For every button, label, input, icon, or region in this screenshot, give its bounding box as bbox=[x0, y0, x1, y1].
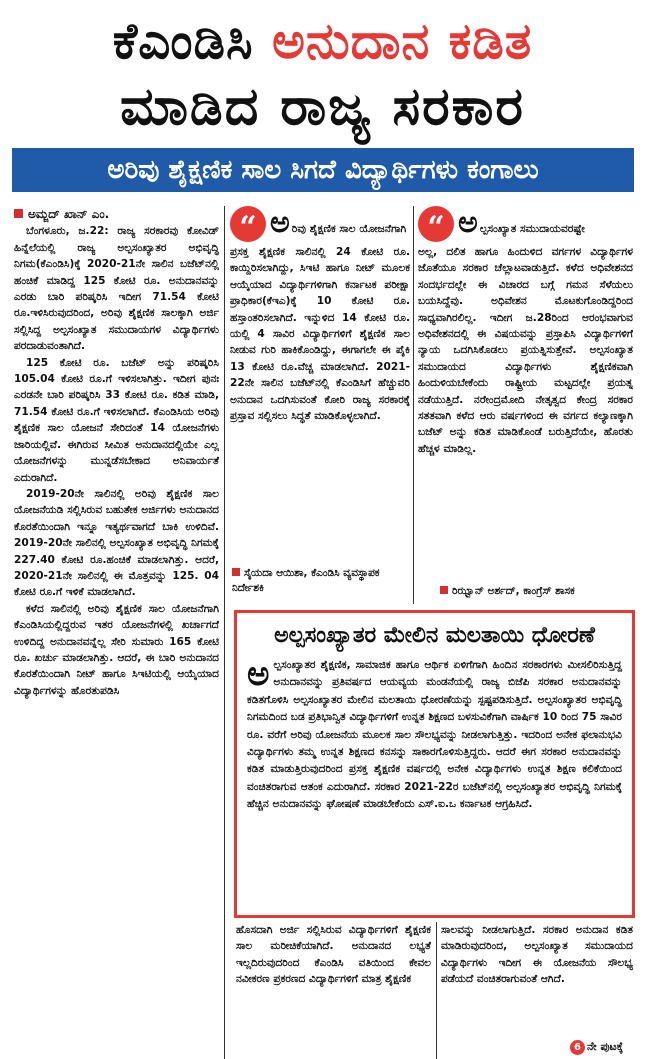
quote-block-1 bbox=[230, 206, 410, 604]
headline-line-2: ಮಾಡಿದ ರಾಜ್ಯ ಸರಕಾರ bbox=[120, 77, 525, 137]
article-column-5: ಸಾಲವನ್ನು ನೀಡಲಾಗುತ್ತಿದೆ. ಸರಕಾರ ಅನುದಾನ ಕಡಿತ ಮಾಡಿರುವುದರಿಂದ, ಅಲ್ಪಸಂಖ್ಯಾತ ಸಮುದಾಯದ ವಿದ್ಯಾರ್ಥಿಗಳು ಇದೀಗ ಈ ಯೋಜನೆಯ ಸೌಲಭ್ಯ ಪಡೆಯದೆ ವಂಚಿತರಾಗುವಂತೆ ಆಗಿದೆ. bbox=[441, 924, 633, 986]
quote-mark-icon: “ bbox=[418, 206, 454, 242]
quote-dropcap: ಅ bbox=[270, 206, 290, 240]
headline-black-text: ಕೆಎಂಡಿಸಿ bbox=[112, 12, 272, 70]
page-continue-text: ನೇ ಪುಟಕ್ಕೆ bbox=[587, 1040, 624, 1053]
page-number-badge: 6 bbox=[570, 1040, 585, 1055]
paragraph: 125 ಕೋಟಿ ರೂ. ಬಜೆಟ್ ಅನ್ನು ಪರಿಷ್ಕರಿಸಿ 105.04 ಕೋಟಿ ರೂ.ಗೆ ಇಳಿಸಲಾಗಿತ್ತು. ಇದೀಗ ಪುನಃ ಎರಡನೇ ಬಾರಿ ಪರಿಷ್ಕರಿಸಿ 33 ಕೋಟಿ ರೂ. ಕಡಿತ ಮಾಡಿ, 71.54 ಕೋಟಿ ರೂ.ಗೆ ಇಳಿಸಲಾಗಿದೆ. ಕೆಎಂಡಿಸಿಯ ಅರಿವು ಶೈಕ್ಷಣಿಕ ಸಾಲ ಯೋಜನೆ ಸೇರಿದಂತೆ 14 ಯೋಜನೆಗಳು ಜಾರಿಯಲ್ಲಿವೆ. ಈಗಿರುವ ಸೀಮಿತ ಅನುದಾನದಲ್ಲಿಯೇ ಎಲ್ಲ ಯೋಜನೆಗಳನ್ನು ಮುನ್ನಡೆಸಬೇಕಾದ ಅನಿವಾರ್ಯತೆ ಎದುರಾಗಿದೆ. bbox=[14, 356, 219, 484]
headline-line-1 bbox=[0, 8, 645, 74]
box-body-text: ಲ್ಪಸಂಖ್ಯಾತರ ಶೈಕ್ಷಣಿಕ, ಸಾಮಾಜಿಕ ಹಾಗೂ ಆರ್ಥಿಕ ಏಳಿಗೆಗಾಗಿ ಹಿಂದಿನ ಸರಕಾರಗಳು ಮೀಸಲಿರಿಸುತ್ತಿದ್ದ ಅನುದಾನವನ್ನು ಪ್ರತಿವರ್ಷದ ಆಯವ್ಯಯ ಮಂಡನೆಯಲ್ಲಿ ರಾಜ್ಯ ಬಿಜೆಪಿ ಸರಕಾರ ಅನುದಾನವನ್ನು ಕಡಿತಗೊಳಿಸಿ ಅಲ್ಪಸಂಖ್ಯಾತರ ಮೇಲಿನ ಮಲತಾಯಿ ಧೋರಣೆಯನ್ನು ಸ್ಪಷ್ಟಪಡಿಸುತ್ತಿದೆ. ಅಲ್ಪಸಂಖ್ಯಾತರ ಅಭಿವೃದ್ಧಿ ನಿಗಮದಿಂದ ಬಡ ಪ್ರತಿಭಾನ್ವಿತ ವಿದ್ಯಾರ್ಥಿಗಳಿಗೆ ಉನ್ನತ ಶಿಕ್ಷಣದ ಬಳಸುವಿಕೆಗಾಗಿ ವಾರ್ಷಿಕ 10 ರಿಂದ 75 ಸಾವಿರ ರೂ. ವರೆಗೆ ಅರಿವು ಯೋಜನೆಯ ಮೂಲಕ ಸಾಲ ಸೌಲಭ್ಯವನ್ನು ನೀಡಲಾಗುತ್ತಿತ್ತು. ಇದರಿಂದ ಅನೇಕ ಫಲಾನುಭವಿ ವಿದ್ಯಾರ್ಥಿಗಳು ತಮ್ಮ ಉನ್ನತ ಶಿಕ್ಷಣದ ಕನಸನ್ನು ಸಾಕಾರಗೊಳಿಸುತ್ತಿದ್ದರು. ಆದರೆ ಈಗ ಸರಕಾರ ಅನುದಾನವನ್ನು ಕಡಿತ ಮಾಡುತ್ತಿರುವುದರಿಂದ ಪ್ರಸಕ್ತ ಶೈಕ್ಷಣಿಕ ವರ್ಷದಲ್ಲಿ ಅನೇಕ ವಿದ್ಯಾರ್ಥಿಗಳು ಉನ್ನತ ಶಿಕ್ಷಣ ಕಲಿಕೆಯಿಂದ ವಂಚಿತರಾಗುವ ಆತಂಕ ಎದುರಾಗಿದೆ. ಸರಕಾರ 2021-22ರ ಬಜೆಟ್‌ನಲ್ಲಿ ಅಲ್ಪಸಂಖ್ಯಾತರ ಅಭಿವೃದ್ಧಿ ನಿಗಮಕ್ಕೆ ಹೆಚ್ಚಿನ ಅನುದಾನವನ್ನು ಘೋಷಣೆ ಮಾಡಬೇಕೆಂದು ಎಸ್.ಐ.ಒ ಕರ್ನಾಟಕ ಆಗ್ರಹಿಸಿದೆ. bbox=[247, 659, 622, 811]
byline-square-icon bbox=[14, 209, 23, 218]
attribution-text: ಸೈಯದಾ ಆಯಿಶಾ, ಕೆಎಂಡಿಸಿ ವ್ಯವಸ್ಥಾಪಕ ನಿರ್ದೇಶಕಿ bbox=[232, 567, 380, 594]
byline-text: ಅಮ್ಜದ್ ಖಾನ್ ಎಂ. bbox=[28, 207, 110, 221]
article-column-1 bbox=[14, 206, 219, 1059]
attribution-text: ರಿಝ್ವಾನ್ ಅರ್ಶದ್, ಕಾಂಗ್ರೆಸ್ ಶಾಸಕ bbox=[452, 585, 575, 597]
headline-red-text: ಅನುದಾನ ಕಡಿತ bbox=[271, 12, 533, 70]
column-divider bbox=[413, 206, 414, 604]
column-divider bbox=[224, 206, 225, 1059]
attribution-square-icon bbox=[440, 586, 448, 594]
quote-head bbox=[418, 206, 633, 245]
quote-lead-text: ರಿವು ಶೈಕ್ಷಣಿಕ ಸಾಲ ಯೋಜನೆಗಾಗಿ bbox=[291, 223, 407, 235]
quote-lead bbox=[458, 206, 585, 238]
quote-lead-text: ಲ್ಪಸಂಖ್ಯಾತ ಸಮುದಾಯವರಷ್ಟೇ bbox=[479, 223, 585, 235]
quote-attribution-1 bbox=[232, 566, 410, 596]
headline bbox=[0, 0, 645, 142]
column-divider bbox=[436, 922, 437, 1059]
quote-attribution-2 bbox=[440, 584, 635, 599]
subheadline-bar: ಅರಿವು ಶೈಕ್ಷಣಿಕ ಸಾಲ ಸಿಗದೆ ವಿದ್ಯಾರ್ಥಿಗಳು ಕಂಗಾಲು bbox=[12, 148, 634, 192]
box-body bbox=[247, 654, 622, 814]
boxed-story bbox=[234, 610, 635, 918]
paragraph: ಬೆಂಗಳೂರು, ಜ.22: ರಾಜ್ಯ ಸರಕಾರವು ಕೋವಿಡ್ ಹಿನ್ನೆಲೆಯಲ್ಲಿ ರಾಜ್ಯ ಅಲ್ಪಸಂಖ್ಯಾತರ ಅಭಿವೃದ್ಧಿ ನಿಗಮ(ಕೆಎಂಡಿಸಿ)ಕ್ಕೆ 2020-21ನೇ ಸಾಲಿನ ಬಜೆಟ್‌ನಲ್ಲಿ ಹಂಚಿಕೆ ಮಾಡಿದ್ದ 125 ಕೋಟಿ ರೂ. ಅನುದಾನವನ್ನು ಎರಡು ಬಾರಿ ಪರಿಷ್ಕರಿಸಿ ಇದೀಗ 71.54 ಕೋಟಿ ರೂ.ಇಳಿಸಿರುವುದರಿಂದ, ಅರಿವು ಶೈಕ್ಷಣಿಕ ಸಾಲಕ್ಕಾಗಿ ಅರ್ಜಿ ಸಲ್ಲಿಸಿದ್ದ ಅಲ್ಪಸಂಖ್ಯಾತ ಸಮುದಾಯಗಳ ವಿದ್ಯಾರ್ಥಿಗಳು ಪರದಾಡುವಂತಾಗಿದೆ. bbox=[14, 225, 219, 353]
quote-lead bbox=[270, 206, 406, 238]
quote-head bbox=[230, 206, 410, 245]
quote-block-2 bbox=[418, 206, 633, 604]
article-column-4: ಹೊಸದಾಗಿ ಅರ್ಜಿ ಸಲ್ಲಿಸಿರುವ ವಿದ್ಯಾರ್ಥಿಗಳಿಗೆ ಶೈಕ್ಷಣಿಕ ಸಾಲ ಮರೀಚಿಕೆಯಾಗಿದೆ. ಅನುದಾನದ ಲಭ್ಯತೆ ಇಲ್ಲದಿರುವುದರಿಂದ ಕೆಎಂಡಿಸಿ ವತಿಯಿಂದ ಕೇವಲ ನವೀಕರಣ ಪ್ರಕರಣದ ವಿದ್ಯಾರ್ಥಿಗಳಿಗೆ ಮಾತ್ರ ಶೈಕ್ಷಣಿಕ bbox=[236, 924, 431, 986]
quote-body: ಪ್ರಸಕ್ತ ಶೈಕ್ಷಣಿಕ ಸಾಲಿನಲ್ಲಿ 24 ಕೋಟಿ ರೂ. ಕಾಯ್ದಿರಿಸಲಾಗಿದ್ದು, ಸಿಇಟಿ ಹಾಗೂ ನೀಟ್ ಮೂಲಕ ಆಯ್ಕೆಯಾದ ವಿದ್ಯಾರ್ಥಿಗಳಿಗಾಗಿ ಕರ್ನಾಟಕ ಪರೀಕ್ಷಾ ಪ್ರಾಧಿಕಾರ(ಕೆಇಎ)ಕ್ಕೆ 10 ಕೋಟಿ ರೂ. ಹಸ್ತಾಂತರಿಸಲಾಗಿದೆ. ಇನ್ನುಳಿದ 14 ಕೋಟಿ ರೂ. ಯಲ್ಲಿ 4 ಸಾವಿರ ವಿದ್ಯಾರ್ಥಿಗಳಿಗೆ ಶೈಕ್ಷಣಿಕ ಸಾಲ ನೀಡುವ ಗುರಿ ಹಾಕಿಕೊಂಡಿದ್ದು, ಈಗಾಗಲೇ ಈ ಪೈಕಿ 13 ಕೋಟಿ ರೂ.ವೆಚ್ಚ ಮಾಡಲಾಗಿದೆ. 2021-22ನೇ ಸಾಲಿನ ಬಜೆಟ್‌ನಲ್ಲಿ ಕೆಎಂಡಿಸಿಗೆ ಹೆಚ್ಚುವರಿ ಅನುದಾನ ಒದಗಿಸುವಂತೆ ಕೋರಿ ರಾಜ್ಯ ಸರಕಾರಕ್ಕೆ ಪ್ರಸ್ತಾವ ಸಲ್ಲಿಸಲು ಸಿದ್ಧತೆ ಮಾಡಿಕೊಳ್ಳಲಾಗಿದೆ. bbox=[230, 246, 410, 423]
byline bbox=[14, 206, 219, 222]
box-dropcap: ಅ bbox=[247, 654, 270, 694]
paragraph: 2019-20ನೇ ಸಾಲಿನಲ್ಲಿ ಅರಿವು ಶೈಕ್ಷಣಿಕ ಸಾಲ ಯೋಜನೆಯಡಿ ಸಲ್ಲಿಸಿರುವ ಬಹುತೇಕ ಅರ್ಜಿಗಳು ಅನುದಾನದ ಕೊರತೆಯಿಂದಾಗಿ ಇನ್ನೂ ಇತ್ಯರ್ಥವಾಗದೆ ಬಾಕಿ ಉಳಿದಿವೆ. 2019-20ನೇ ಸಾಲಿನಲ್ಲಿ ಅಲ್ಪಸಂಖ್ಯಾತ ಅಭಿವೃದ್ಧಿ ನಿಗಮಕ್ಕೆ 227.40 ಕೋಟಿ ರೂ.ಹಂಚಿಕೆ ಮಾಡಲಾಗಿತ್ತು. ಆದರೆ, 2020-21ನೇ ಸಾಲಿನಲ್ಲಿ ಈ ಮೊತ್ತವನ್ನು 125. 04 ಕೋಟಿ ರೂ.ಗೆ ಇಳಿಕೆ ಮಾಡಲಾಗಿದೆ. bbox=[14, 487, 219, 599]
page-continue bbox=[570, 1040, 623, 1055]
attribution-square-icon bbox=[232, 568, 240, 576]
quote-body: ಅಲ್ಲ, ದಲಿತ ಹಾಗೂ ಹಿಂದುಳಿದ ವರ್ಗಗಳ ವಿದ್ಯಾರ್ಥಿಗಳ ಜೊತೆಯೂ ಸರಕಾರ ಚೆಲ್ಲಾಟವಾಡುತ್ತಿದೆ. ಕಳೆದ ಅಧಿವೇಶನದ ಸಂದರ್ಭದಲ್ಲೇ ಈ ವಿಚಾರದ ಬಗ್ಗೆ ಗಮನ ಸೆಳೆಯಲು ಬಯಸಿದ್ದೆವು. ಅಧಿವೇಶನ ಮೊಟಕುಗೊಂಡಿದ್ದರಿಂದ ಸಾಧ್ಯವಾಗಿರಲಿಲ್ಲ. ಇದೀಗ ಜ.28ರಿಂದ ಆರಂಭವಾಗುವ ಅಧಿವೇಶನದಲ್ಲಿ ಈ ವಿಷಯವನ್ನು ಪ್ರಸ್ತಾಪಿಸಿ ವಿದ್ಯಾರ್ಥಿಗಳಿಗೆ ನ್ಯಾಯ ಒದಗಿಸಿಕೊಡಲು ಪ್ರಯತ್ನಿಸುತ್ತೇವೆ. ಅಲ್ಪಸಂಖ್ಯಾತ ಸಮುದಾಯದ ವಿದ್ಯಾರ್ಥಿಗಳು ಶೈಕ್ಷಣಿಕವಾಗಿ ಹಿಂದುಳಿಯಬೇಕೆಂದು ರಾಷ್ಟ್ರೀಯ ಮಟ್ಟದಲ್ಲೇ ಪ್ರಯತ್ನ ನಡೆಯುತ್ತಿದೆ. ನರೇಂದ್ರಮೋದಿ ನೇತೃತ್ವದ ಕೇಂದ್ರ ಸರಕಾರ ಸತತವಾಗಿ ಕಳೆದ ಆರು ವರ್ಷಗಳಿಂದ ಈ ವರ್ಗದ ಕಲ್ಯಾಣಕ್ಕಾಗಿ ಬಜೆಟ್ ಅನ್ನು ಕಡಿತ ಮಾಡಿಕೊಂಡೆ ಬರುತ್ತಿದೆಯೇ, ಹೊರತು ಹೆಚ್ಚಳ ಮಾಡಿಲ್ಲ. bbox=[418, 246, 633, 455]
quote-dropcap: ಅ bbox=[458, 206, 478, 240]
paragraph: ಕಳೆದ ಸಾಲಿನಲ್ಲಿ ಅರಿವು ಶೈಕ್ಷಣಿಕ ಸಾಲ ಯೋಜನೆಗಾಗಿ ಕೆಎಂಡಿಸಿಯಲ್ಲಿದ್ದರುವ ಇತರ ಯೋಜನೆಗಳಲ್ಲಿ ಖರ್ಚಾಗದೆ ಉಳಿದಿದ್ದ ಅನುದಾನವನ್ನೆಲ್ಲ ಸೇರಿ ಸುಮಾರು 165 ಕೋಟಿ ರೂ. ಖರ್ಚು ಮಾಡಲಾಗಿತ್ತು. ಆದರೆ, ಈ ಬಾರಿ ಅನುದಾನದ ಕೊರತೆಯಿಂದಾಗಿ ನೀಟ್ ಹಾಗೂ ಸಿಇಟಿಯಲ್ಲಿ ಆಯ್ಕೆಯಾದ ವಿದ್ಯಾರ್ಥಿಗಳನ್ನು ಹೊರತುಪಡಿಸಿ bbox=[14, 602, 219, 697]
quote-mark-icon: “ bbox=[230, 206, 266, 242]
box-title: ಅಲ್ಪಸಂಖ್ಯಾತರ ಮೇಲಿನ ಮಲತಾಯಿ ಧೋರಣೆ bbox=[274, 623, 595, 648]
